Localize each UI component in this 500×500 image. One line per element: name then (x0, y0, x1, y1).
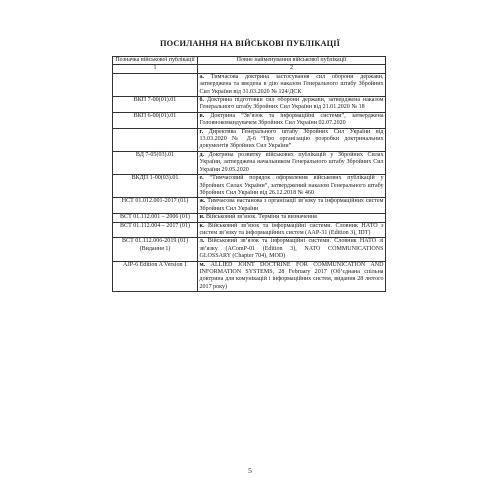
publication-full-name (198, 97, 386, 113)
table-row (113, 151, 386, 174)
publication-full-name (198, 112, 386, 128)
publication-designation: ВСТ 01.112.006-2019 (01) (Видання 1) (113, 238, 198, 261)
table-row (113, 73, 386, 96)
publications-table (112, 56, 386, 292)
item-text: Директива Генерального штабу Збройних Сил України від 13.03.2020 № Д-6 “Про організацію розробки доктринальних документів Збройних Сил України” (199, 128, 384, 150)
item-letter: в. (199, 112, 205, 119)
publication-designation (113, 128, 198, 151)
item-text: “Тимчасовий порядок оформлення військових публікацій у Збройних Силах України”, затверджений наказом Генерального штабу Збройних Сил України від 26.12.2018 № 460 (199, 175, 384, 196)
item-letter: ж. (199, 198, 206, 205)
publication-full-name (198, 175, 386, 198)
item-text: Військовий зв’язок та інформаційні системи. Словник НАТО зі зв’язку (AComP-01 (Edition 3), NATO COMMUNICATIONS GLOSSARY (Chapter 704), MOD) (199, 238, 384, 260)
table-row (113, 175, 386, 198)
item-text: Тимчасова настанова з організації зв’язку та інформаційних систем Збройних Сил України (199, 198, 384, 212)
header-full-name: Повне найменування військової публікації (198, 57, 386, 65)
table-row (113, 198, 386, 214)
publication-designation: ВСТ 01.112.004 – 2017 (01) (113, 222, 198, 238)
publication-designation: ВКП 7-00(01).01 (113, 97, 198, 113)
table-row (113, 261, 386, 292)
publication-designation: ВКДП 1-00(03).01 (113, 175, 198, 198)
header-designation: Позначка військової публікації (113, 57, 198, 65)
page-title: ПОСИЛАННЯ НА ВІЙСЬКОВІ ПУБЛІКАЦІЇ (159, 39, 340, 48)
publication-full-name (198, 261, 386, 292)
publication-full-name (198, 128, 386, 151)
table-row (113, 214, 386, 222)
publication-full-name (198, 198, 386, 214)
item-letter: г. (199, 128, 204, 135)
item-letter: и. (199, 214, 205, 221)
table-body (113, 73, 386, 291)
item-letter: д. (199, 151, 205, 158)
publication-full-name (198, 214, 386, 222)
publication-full-name (198, 73, 386, 96)
publication-full-name (198, 238, 386, 261)
table-row (113, 222, 386, 238)
publication-designation: ВСТ 01.112.001 – 2006 (01) (113, 214, 198, 222)
item-text: ALLIED JOINT DOCTRINE FOR COMMUNICATION AND INFORMATION SYSTEMS, 28 February 2017 (Об’єднана спільна доктрина для комунікацій і інформаційних систем, видання 28 лютого 2017 року) (199, 261, 384, 290)
table-row (113, 128, 386, 151)
table-header-row (113, 57, 386, 65)
publication-full-name (198, 222, 386, 238)
publication-designation: AJP-6 Edition A Version 1 (113, 261, 198, 292)
publication-designation: НСТ 01.012.001-2017 (01) (113, 198, 198, 214)
item-text: Тимчасова доктрина застосування сил оборони держави, затверджена та введена в дію наказом Генерального штабу Збройних Сил України від 31.03.2020 № 124/ДСК (199, 73, 384, 95)
item-text: Військовий зв’язок та інформаційні системи. Словник НАТО з систем зв’язку та інформаційних систем (AAP-31 (Edition 3), IDT) (199, 222, 384, 236)
item-text: Військовий зв’язок. Терміни та визначення (206, 214, 317, 221)
item-letter: к. (199, 222, 205, 229)
item-letter: е. (199, 175, 204, 182)
publication-designation: ВКП 6-00(01).01 (113, 112, 198, 128)
item-letter: л. (199, 238, 205, 245)
item-text: Доктрина розвитку військових публікацій у Збройних Силах України, затверджена начальником Генерального штабу Збройних Сил України 29.05.2020 (199, 151, 384, 173)
item-text: Доктрина підготовки сил оборони держави, затверджена наказом Генерального штабу Збройних Сил України від 21.01.2020 № 18 (199, 97, 384, 111)
page-number: 5 (248, 466, 252, 475)
table-row (113, 238, 386, 261)
item-letter: а. (199, 73, 205, 80)
table-row (113, 97, 386, 113)
column-number-2: 2 (198, 65, 386, 73)
item-text: Доктрина “Зв’язок та інформаційні системи”, затверджена Головнокомандувачем Збройних Сил України 02.07.2020 (199, 112, 384, 127)
table-row (113, 112, 386, 128)
column-number-row (113, 65, 386, 73)
publication-full-name (198, 151, 386, 174)
item-letter: б. (199, 97, 205, 104)
publication-designation: ВД 7-05(03).01 (113, 151, 198, 174)
item-letter: м. (199, 261, 206, 268)
publication-designation (113, 73, 198, 96)
column-number-1: 1 (113, 65, 198, 73)
